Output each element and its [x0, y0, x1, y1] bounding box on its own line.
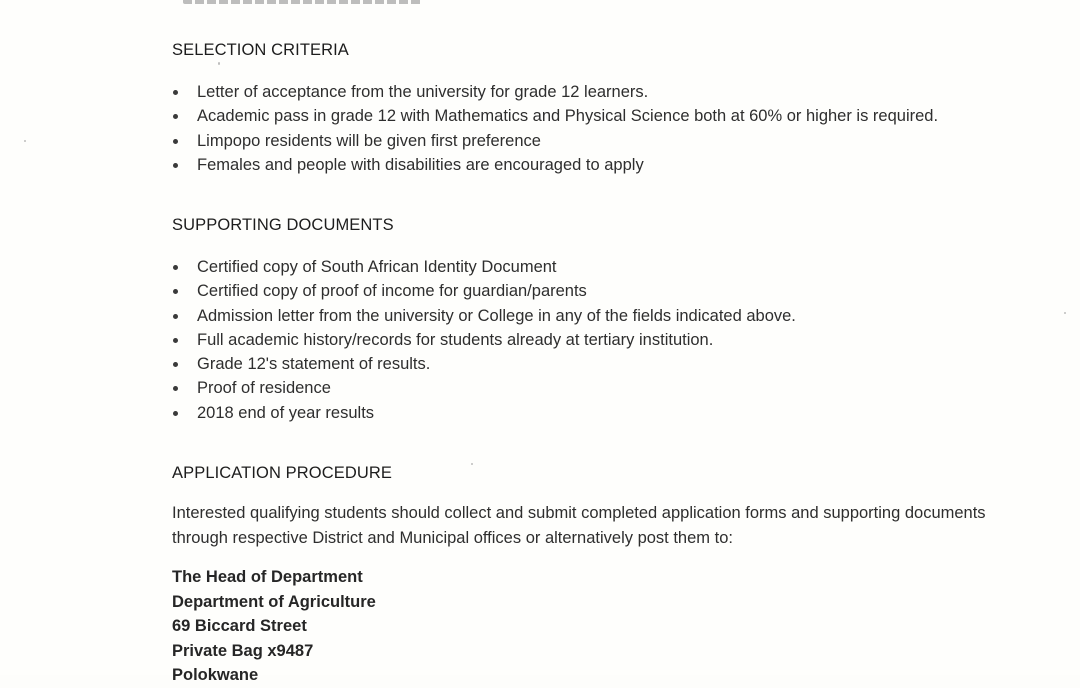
list-item: 2018 end of year results — [172, 401, 796, 425]
selection-criteria-heading: SELECTION CRITERIA — [172, 41, 349, 59]
supporting-documents-list — [172, 255, 796, 425]
list-item: Letter of acceptance from the university for grade 12 learners. — [172, 80, 938, 104]
application-procedure-paragraph: Interested qualifying students should collect and submit completed application forms and supporting documents through respective District and Municipal offices or alternatively post them to: — [172, 504, 986, 547]
address-line: The Head of Department — [172, 568, 363, 586]
list-item: Admission letter from the university or College in any of the fields indicated above. — [172, 304, 796, 328]
list-item: Certified copy of proof of income for guardian/parents — [172, 279, 796, 303]
list-item: Grade 12's statement of results. — [172, 352, 796, 376]
list-item: Females and people with disabilities are encouraged to apply — [172, 153, 938, 177]
list-item: Academic pass in grade 12 with Mathematics and Physical Science both at 60% or higher is required. — [172, 104, 938, 128]
scan-speck — [218, 62, 220, 65]
selection-criteria-list — [172, 80, 938, 177]
scan-speck — [24, 140, 26, 142]
address-line: Polokwane — [172, 666, 259, 685]
address-line: Department of Agriculture — [172, 592, 376, 611]
application-procedure-heading: APPLICATION PROCEDURE — [172, 464, 392, 482]
list-item: Full academic history/records for students already at tertiary institution. — [172, 328, 796, 352]
cut-off-text-line — [183, 0, 423, 4]
list-item: Limpopo residents will be given first preference — [172, 129, 938, 153]
address-line: Private Bag x9487 — [172, 641, 314, 660]
supporting-documents-heading: SUPPORTING DOCUMENTS — [172, 216, 394, 234]
list-item: Proof of residence — [172, 376, 796, 400]
address-line: 69 Biccard Street — [172, 617, 307, 636]
postal-address — [172, 565, 376, 688]
list-item: Certified copy of South African Identity Document — [172, 255, 796, 279]
scan-speck — [471, 463, 473, 465]
scan-speck — [1064, 312, 1066, 314]
